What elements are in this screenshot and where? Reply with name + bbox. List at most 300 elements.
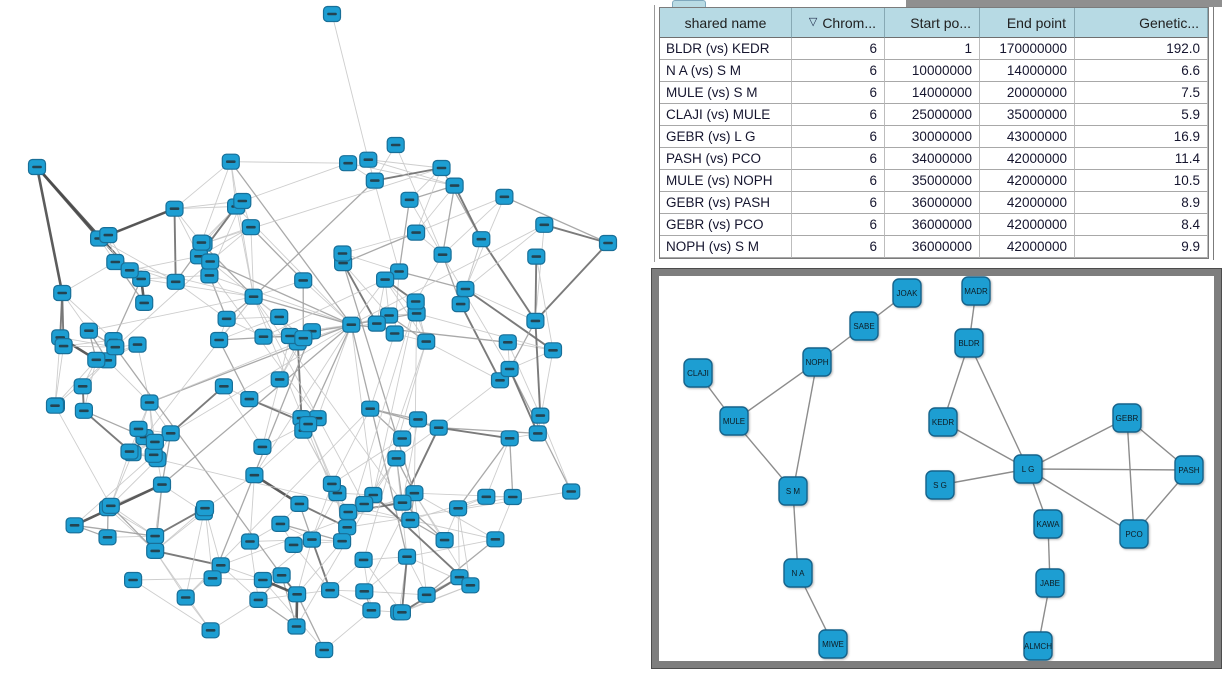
graph-node-label-smudge — [166, 432, 176, 435]
table-cell-shared-name[interactable]: GEBR (vs) PASH — [660, 192, 792, 214]
graph-node[interactable] — [563, 484, 580, 499]
table-cell-value[interactable]: 6 — [792, 82, 885, 104]
graph-edge[interactable] — [370, 334, 395, 409]
table-cell-value[interactable]: 6 — [792, 148, 885, 170]
graph-node[interactable] — [399, 549, 416, 564]
graph-node-label-smudge — [139, 302, 149, 305]
graph-node[interactable] — [536, 217, 553, 232]
graph-node[interactable] — [202, 254, 219, 269]
graph-node[interactable] — [271, 372, 288, 387]
graph-node[interactable] — [162, 426, 179, 441]
graph-node-label-smudge — [238, 200, 248, 203]
graph-node[interactable] — [322, 583, 339, 598]
graph-edge[interactable] — [262, 379, 279, 447]
graph-node[interactable] — [356, 584, 373, 599]
graph-node-label-smudge — [104, 234, 114, 237]
graph-node-ALMCH[interactable] — [1024, 632, 1052, 660]
graph-node[interactable] — [340, 505, 357, 520]
graph-node[interactable] — [499, 335, 516, 350]
graph-edge[interactable] — [242, 163, 348, 201]
graph-node-label-smudge — [50, 404, 60, 407]
table-cell-value[interactable]: 42000000 — [980, 236, 1075, 258]
network-detail-canvas[interactable] — [659, 276, 1214, 661]
graph-node[interactable] — [271, 309, 288, 324]
table-cell-value[interactable]: 170000000 — [980, 38, 1075, 60]
graph-edge-BLDR-LG[interactable] — [969, 343, 1028, 469]
graph-node-label-smudge — [402, 555, 412, 558]
graph-node[interactable] — [303, 532, 320, 547]
graph-node-label-smudge — [391, 144, 401, 147]
graph-node[interactable] — [394, 431, 411, 446]
graph-node[interactable] — [388, 451, 405, 466]
graph-node-SG[interactable] — [926, 471, 954, 499]
column-header-shared-name[interactable] — [660, 8, 792, 38]
graph-node-NA[interactable] — [784, 559, 812, 587]
graph-node-JABE[interactable] — [1036, 569, 1064, 597]
graph-node[interactable] — [316, 643, 333, 658]
graph-node-label-smudge — [411, 231, 421, 234]
graph-node[interactable] — [436, 533, 453, 548]
graph-node-label-smudge — [455, 576, 465, 579]
graph-node[interactable] — [204, 571, 221, 586]
graph-node[interactable] — [394, 495, 411, 510]
graph-node[interactable] — [273, 568, 290, 583]
graph-edge[interactable] — [332, 409, 370, 484]
graph-edge[interactable] — [141, 279, 253, 297]
graph-node[interactable] — [215, 379, 232, 394]
graph-node[interactable] — [452, 297, 469, 312]
table-cell-shared-name[interactable]: NOPH (vs) S M — [660, 236, 792, 258]
graph-node[interactable] — [356, 497, 373, 512]
graph-edge[interactable] — [55, 406, 111, 506]
graph-node[interactable] — [340, 156, 357, 171]
graph-node[interactable] — [75, 403, 92, 418]
graph-node[interactable] — [242, 534, 259, 549]
graph-node[interactable] — [527, 313, 544, 328]
table-cell-value[interactable]: 14000000 — [980, 60, 1075, 82]
graph-node-PASH[interactable] — [1175, 456, 1203, 484]
graph-node-label-smudge — [369, 494, 379, 497]
graph-node[interactable] — [246, 468, 263, 483]
graph-node[interactable] — [88, 352, 105, 367]
graph-edge[interactable] — [332, 14, 368, 160]
graph-edge[interactable] — [343, 263, 389, 315]
graph-edge-NOPH-SM[interactable] — [793, 362, 817, 491]
graph-edge[interactable] — [250, 542, 258, 600]
graph-node[interactable] — [66, 518, 83, 533]
graph-node-label-smudge — [343, 162, 353, 165]
graph-edge[interactable] — [395, 272, 399, 334]
graph-node[interactable] — [363, 603, 380, 618]
graph-node[interactable] — [407, 294, 424, 309]
table-cell-value[interactable]: 6 — [792, 104, 885, 126]
table-cell-value[interactable]: 20000000 — [980, 82, 1075, 104]
graph-node-label-smudge — [295, 503, 305, 506]
graph-node[interactable] — [473, 232, 490, 247]
graph-edge[interactable] — [510, 438, 513, 497]
table-cell-value[interactable]: 30000000 — [885, 126, 980, 148]
graph-edge-GEBR-PCO[interactable] — [1127, 418, 1134, 534]
graph-node[interactable] — [250, 592, 267, 607]
overview-edges — [37, 14, 608, 650]
table-cell-value[interactable]: 8.9 — [1075, 192, 1208, 214]
graph-node[interactable] — [478, 489, 495, 504]
graph-node[interactable] — [334, 246, 351, 261]
table-cell-shared-name[interactable]: GEBR (vs) PCO — [660, 214, 792, 236]
graph-node[interactable] — [545, 343, 562, 358]
graph-node[interactable] — [418, 587, 435, 602]
graph-node[interactable] — [430, 420, 447, 435]
table-cell-value[interactable]: 6 — [792, 214, 885, 236]
graph-node[interactable] — [323, 476, 340, 491]
graph-node-label-smudge — [477, 238, 487, 241]
graph-node[interactable] — [334, 534, 351, 549]
graph-node[interactable] — [197, 501, 214, 516]
graph-node[interactable] — [532, 408, 549, 423]
table-tab-sliver[interactable] — [672, 0, 706, 7]
graph-node-label-smudge — [258, 579, 268, 582]
graph-node[interactable] — [496, 189, 513, 204]
graph-node-label-smudge — [410, 492, 420, 495]
graph-node-label: NOPH — [805, 358, 828, 367]
column-header-label: End point — [1007, 15, 1066, 31]
graph-node-label-smudge — [398, 501, 408, 504]
graph-node-label-smudge — [106, 505, 116, 508]
table-cell-value[interactable]: 6 — [792, 170, 885, 192]
graph-edge[interactable] — [535, 243, 608, 321]
graph-node[interactable] — [242, 220, 259, 235]
table-cell-value[interactable]: 5.9 — [1075, 104, 1208, 126]
graph-node-label-smudge — [456, 303, 466, 306]
table-cell-value[interactable]: 6.6 — [1075, 60, 1208, 82]
graph-node[interactable] — [100, 228, 117, 243]
table-cell-value[interactable]: 10000000 — [885, 60, 980, 82]
graph-node[interactable] — [291, 496, 308, 511]
graph-node-SABE[interactable] — [850, 312, 878, 340]
table-cell-shared-name[interactable]: MULE (vs) S M — [660, 82, 792, 104]
graph-node[interactable] — [300, 417, 317, 432]
column-header-genetic---[interactable] — [1075, 8, 1208, 38]
graph-node[interactable] — [504, 490, 521, 505]
table-cell-value[interactable]: 14000000 — [885, 82, 980, 104]
graph-node-label-smudge — [384, 314, 394, 317]
column-header-chrom---[interactable] — [792, 8, 885, 38]
graph-node-label-smudge — [437, 167, 447, 170]
graph-node-MADR[interactable] — [962, 277, 990, 305]
graph-edge[interactable] — [439, 380, 500, 427]
graph-node-label-smudge — [303, 423, 313, 426]
graph-node[interactable] — [387, 138, 404, 153]
graph-node-BLDR[interactable] — [955, 329, 983, 357]
graph-edge[interactable] — [427, 539, 496, 595]
graph-node[interactable] — [600, 236, 617, 251]
graph-edge[interactable] — [504, 197, 608, 243]
table-cell-value[interactable]: 7.5 — [1075, 82, 1208, 104]
graph-node[interactable] — [121, 444, 138, 459]
graph-node-label: BLDR — [958, 339, 980, 348]
table-cell-shared-name[interactable]: GEBR (vs) L G — [660, 126, 792, 148]
graph-node[interactable] — [410, 412, 427, 427]
table-cell-value[interactable]: 10.5 — [1075, 170, 1208, 192]
graph-node[interactable] — [201, 268, 218, 283]
table-cell-value[interactable]: 43000000 — [980, 126, 1075, 148]
graph-node[interactable] — [99, 530, 116, 545]
graph-node[interactable] — [234, 194, 251, 209]
table-cell-value[interactable]: 6 — [792, 60, 885, 82]
graph-node-label-smudge — [226, 160, 236, 163]
graph-node-NOPH[interactable] — [803, 348, 831, 376]
graph-node[interactable] — [289, 587, 306, 602]
graph-node[interactable] — [355, 552, 372, 567]
graph-node[interactable] — [125, 573, 142, 588]
graph-node[interactable] — [245, 289, 262, 304]
graph-node-label-smudge — [125, 269, 135, 272]
graph-node-label-smudge — [342, 526, 352, 529]
graph-edge[interactable] — [138, 345, 150, 403]
graph-node-CLAJI[interactable] — [684, 359, 712, 387]
graph-node-label-smudge — [397, 611, 407, 614]
graph-node[interactable] — [129, 337, 146, 352]
graph-edge-LG-GEBR[interactable] — [1028, 418, 1127, 469]
graph-node[interactable] — [288, 619, 305, 634]
graph-edge[interactable] — [133, 580, 211, 630]
table-cell-value[interactable]: 6 — [792, 38, 885, 60]
graph-edge[interactable] — [231, 162, 348, 164]
graph-edge[interactable] — [343, 233, 416, 264]
graph-node[interactable] — [343, 317, 360, 332]
graph-node-label-smudge — [111, 261, 121, 264]
graph-node-MIWE[interactable] — [819, 630, 847, 658]
table-cell-value[interactable]: 6 — [792, 126, 885, 148]
table-cell-value[interactable]: 6 — [792, 236, 885, 258]
graph-node[interactable] — [54, 286, 71, 301]
graph-node[interactable] — [418, 334, 435, 349]
table-cell-value[interactable]: 1 — [885, 38, 980, 60]
graph-edge[interactable] — [254, 181, 375, 297]
graph-edge[interactable] — [37, 167, 62, 293]
graph-node[interactable] — [222, 154, 239, 169]
graph-node[interactable] — [457, 282, 474, 297]
table-cell-value[interactable]: 25000000 — [885, 104, 980, 126]
graph-node[interactable] — [29, 160, 46, 175]
graph-node-label: KEDR — [932, 418, 954, 427]
graph-node[interactable] — [401, 192, 418, 207]
panel-top-strip-shaded — [906, 0, 1222, 7]
graph-edge[interactable] — [364, 591, 426, 595]
table-cell-value[interactable]: 9.9 — [1075, 236, 1208, 258]
column-header-start-po---[interactable] — [885, 8, 980, 38]
graph-node-label-smudge — [274, 316, 284, 319]
graph-edge-LG-PASH[interactable] — [1028, 469, 1189, 470]
graph-node-label-smudge — [292, 625, 302, 628]
graph-node[interactable] — [202, 623, 219, 638]
graph-node-label-smudge — [171, 281, 181, 284]
graph-node[interactable] — [147, 529, 164, 544]
edge-attribute-table — [659, 7, 1209, 259]
graph-edge[interactable] — [175, 209, 176, 282]
graph-node-label-smudge — [214, 339, 224, 342]
graph-node[interactable] — [393, 605, 410, 620]
graph-node[interactable] — [147, 543, 164, 558]
graph-edge[interactable] — [544, 225, 608, 243]
graph-node[interactable] — [324, 7, 341, 22]
graph-node-label: S G — [933, 481, 947, 490]
graph-node-GEBR[interactable] — [1113, 404, 1141, 432]
graph-node[interactable] — [211, 333, 228, 348]
graph-node-label-smudge — [540, 224, 550, 227]
graph-edge[interactable] — [486, 438, 509, 497]
table-cell-value[interactable]: 6 — [792, 192, 885, 214]
graph-node[interactable] — [218, 311, 235, 326]
graph-edge[interactable] — [426, 342, 500, 381]
graph-node-label-smudge — [397, 437, 407, 440]
table-cell-value[interactable]: 36000000 — [885, 236, 980, 258]
graph-edge[interactable] — [251, 227, 303, 280]
graph-node[interactable] — [528, 249, 545, 264]
graph-node[interactable] — [80, 323, 97, 338]
graph-node-label: PCO — [1125, 530, 1142, 539]
graph-node[interactable] — [295, 331, 312, 346]
graph-node[interactable] — [130, 421, 147, 436]
table-cell-value[interactable]: 42000000 — [980, 192, 1075, 214]
graph-node-LG[interactable] — [1014, 455, 1042, 483]
table-cell-value[interactable]: 35000000 — [885, 170, 980, 192]
graph-node[interactable] — [377, 272, 394, 287]
graph-node[interactable] — [177, 590, 194, 605]
graph-node[interactable] — [285, 537, 302, 552]
graph-node-label-smudge — [380, 278, 390, 281]
graph-node[interactable] — [366, 173, 383, 188]
graph-node-label: MADR — [964, 287, 988, 296]
graph-node[interactable] — [141, 395, 158, 410]
graph-node[interactable] — [136, 295, 153, 310]
table-cell-value[interactable]: 16.9 — [1075, 126, 1208, 148]
table-cell-shared-name[interactable]: PASH (vs) PCO — [660, 148, 792, 170]
graph-node-KAWA[interactable] — [1034, 510, 1062, 538]
graph-edge[interactable] — [414, 493, 512, 497]
graph-node[interactable] — [272, 516, 289, 531]
graph-node-label-smudge — [216, 564, 226, 567]
graph-node-label-smudge — [150, 535, 160, 538]
column-header-end-point[interactable] — [980, 8, 1075, 38]
table-cell-shared-name[interactable]: N A (vs) S M — [660, 60, 792, 82]
graph-node[interactable] — [255, 329, 272, 344]
graph-node[interactable] — [501, 431, 518, 446]
table-cell-shared-name[interactable]: BLDR (vs) KEDR — [660, 38, 792, 60]
table-cell-value[interactable]: 36000000 — [885, 192, 980, 214]
graph-node[interactable] — [254, 573, 271, 588]
table-cell-value[interactable]: 42000000 — [980, 148, 1075, 170]
graph-node[interactable] — [55, 339, 72, 354]
graph-node[interactable] — [107, 340, 124, 355]
filter-funnel-icon[interactable]: ▽ — [809, 15, 817, 28]
graph-node-label-smudge — [32, 166, 42, 169]
graph-node[interactable] — [167, 274, 184, 289]
graph-node[interactable] — [462, 578, 479, 593]
graph-edge[interactable] — [508, 342, 541, 415]
graph-node[interactable] — [434, 247, 451, 262]
graph-edge[interactable] — [414, 313, 416, 493]
graph-node[interactable] — [487, 532, 504, 547]
graph-node[interactable] — [102, 498, 119, 513]
graph-node[interactable] — [433, 161, 450, 176]
table-cell-shared-name[interactable]: MULE (vs) NOPH — [660, 170, 792, 192]
table-cell-value[interactable]: 11.4 — [1075, 148, 1208, 170]
graph-node[interactable] — [154, 477, 171, 492]
graph-node[interactable] — [241, 392, 258, 407]
table-cell-value[interactable]: 35000000 — [980, 104, 1075, 126]
panel-divider-line — [654, 5, 655, 262]
graph-edge[interactable] — [399, 272, 465, 290]
graph-node-label-smudge — [453, 507, 463, 510]
table-cell-value[interactable]: 42000000 — [980, 214, 1075, 236]
graph-edge[interactable] — [108, 209, 174, 235]
graph-node-label-smudge — [78, 385, 88, 388]
graph-node[interactable] — [47, 398, 64, 413]
graph-node[interactable] — [360, 152, 377, 167]
graph-node-label-smudge — [360, 590, 370, 593]
graph-node-label-smudge — [134, 428, 144, 431]
graph-node[interactable] — [408, 225, 425, 240]
graph-node[interactable] — [450, 501, 467, 516]
graph-node-JOAK[interactable] — [893, 279, 921, 307]
graph-edge[interactable] — [443, 186, 455, 255]
graph-node-PCO[interactable] — [1120, 520, 1148, 548]
graph-node[interactable] — [166, 201, 183, 216]
graph-node[interactable] — [362, 401, 379, 416]
graph-node[interactable] — [386, 326, 403, 341]
graph-node-KEDR[interactable] — [929, 408, 957, 436]
graph-edge[interactable] — [343, 233, 417, 254]
graph-node-label-smudge — [157, 483, 167, 486]
graph-node-label-smudge — [337, 540, 347, 543]
table-cell-value[interactable]: 42000000 — [980, 170, 1075, 192]
graph-node-label: L G — [1022, 465, 1035, 474]
graph-node[interactable] — [121, 263, 138, 278]
graph-node-label-smudge — [532, 255, 542, 258]
graph-node[interactable] — [501, 362, 518, 377]
table-cell-value[interactable]: 34000000 — [885, 148, 980, 170]
graph-node-label-smudge — [343, 511, 353, 514]
graph-node[interactable] — [339, 520, 356, 535]
graph-node[interactable] — [193, 235, 210, 250]
graph-node-label: PASH — [1178, 466, 1199, 475]
graph-node[interactable] — [368, 316, 385, 331]
panel-divider-line — [1213, 7, 1214, 260]
graph-node-label-smudge — [533, 432, 543, 435]
graph-node[interactable] — [402, 513, 419, 528]
graph-edge[interactable] — [535, 321, 540, 416]
graph-node-label-smudge — [276, 523, 286, 526]
graph-node-label-smudge — [197, 241, 207, 244]
graph-node-label-smudge — [205, 260, 215, 263]
graph-node-SM[interactable] — [779, 477, 807, 505]
graph-node-MULE[interactable] — [720, 407, 748, 435]
table-cell-value[interactable]: 192.0 — [1075, 38, 1208, 60]
graph-node[interactable] — [146, 434, 163, 449]
graph-node-label-smudge — [245, 398, 255, 401]
graph-node-label-smudge — [246, 226, 256, 229]
graph-node[interactable] — [254, 439, 271, 454]
table-cell-shared-name[interactable]: CLAJI (vs) MULE — [660, 104, 792, 126]
table-cell-value[interactable]: 36000000 — [885, 214, 980, 236]
table-cell-value[interactable]: 8.4 — [1075, 214, 1208, 236]
graph-node[interactable] — [529, 426, 546, 441]
graph-node[interactable] — [446, 178, 463, 193]
graph-node[interactable] — [295, 273, 312, 288]
graph-node-label-smudge — [92, 359, 102, 362]
graph-node[interactable] — [74, 379, 91, 394]
